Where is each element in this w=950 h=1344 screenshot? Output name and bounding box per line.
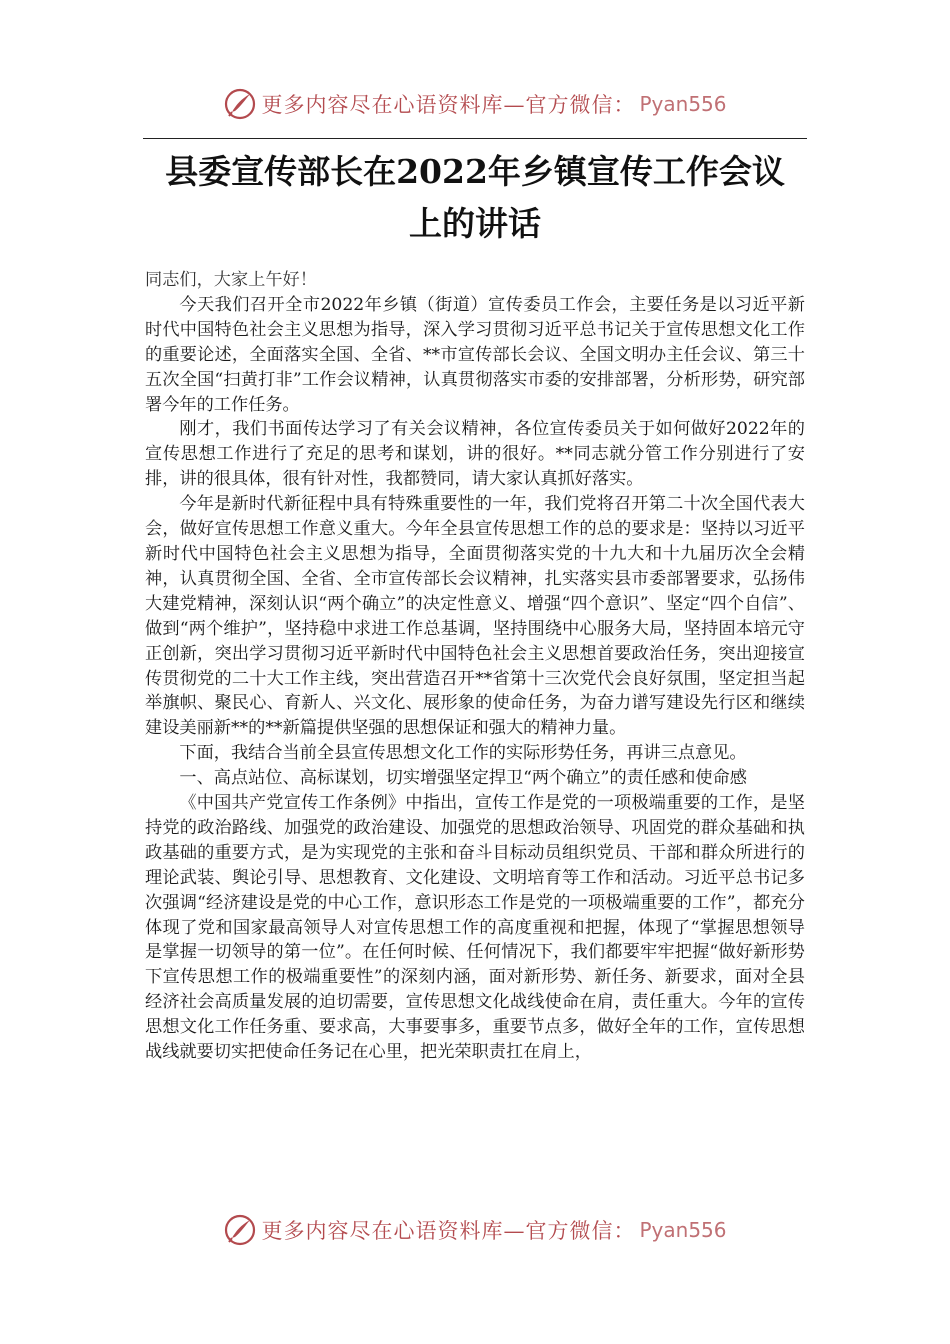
paragraph: 今天我们召开全市2022年乡镇（街道）宣传委员工作会，主要任务是以习近平新时代中国特色社会主义思想为指导，深入学习贯彻习近平总书记关于宣传思想文化工作的重要论述，全面落实全国、全省、**市宣传部长会议、全国文明办主任会议、第三十五次全国“扫黄打非”工作会议精神，认真贯彻落实市委的安排部署，分析形势，研究部署今年的工作任务。 <box>145 294 805 415</box>
paragraph: 下面，我结合当前全县宣传思想文化工作的实际形势任务，再讲三点意见。 <box>179 743 747 764</box>
paragraph: 《中国共产党宣传工作条例》中指出，宣传工作是党的一项极端重要的工作，是坚持党的政治路线、加强党的政治建设、加强党的思想政治领导、巩固党的群众基础和执政基础的重要方式，是为实现党的主张和奋斗目标动员组织党员、干部和群众所进行的理论武装、舆论引导、思想教育、文化建设、文明培育等工作和活动。习近平总书记多次强调“经济建设是党的中心工作，意识形态工作是党的一项极端重要的工作”，都充分体现了党和国家最高领导人对宣传思想工作的高度重视和把握，体现了“掌握思想领导是掌握一切领导的第一位”。在任何时候、任何情况下，我们都要牢牢把握“做好新形势下宣传思想工作的极端重要性”的深刻内涵，面对新形势、新任务、新要求，面对全县经济社会高质量发展的迫切需要，宣传思想文化战线使命在肩，责任重大。今年的宣传思想文化工作任务重、要求高，大事要事多，重要节点多，做好全年的工作，宣传思想战线就要切实把使命任务记在心里，把光荣职责扛在肩上， <box>145 793 805 1063</box>
header-watermark-banner <box>0 84 950 124</box>
quill-logo-icon <box>223 87 257 121</box>
document-title <box>143 146 807 250</box>
document-body <box>145 268 805 1065</box>
title-line-2: 上的讲话 <box>409 204 541 243</box>
paragraph: 刚才，我们书面传达学习了有关会议精神，各位宣传委员关于如何做好2022年的宣传思想工作进行了充足的思考和谋划，讲的很好。**同志就分管工作分别进行了安排，讲的很具体，很有针对性，我都赞同，请大家认真抓好落实。 <box>145 419 805 490</box>
wechat-id: Pyan556 <box>639 92 727 116</box>
banner-text: 更多内容尽在心语资料库—官方微信： <box>261 93 636 117</box>
title-divider <box>143 138 807 139</box>
section-heading: 一、高点站位、高标谋划，切实增强坚定捍卫“两个确立”的责任感和使命感 <box>179 768 747 789</box>
quill-logo-icon <box>223 1213 257 1247</box>
footer-watermark-banner <box>0 1210 950 1250</box>
title-line-1: 县委宣传部长在2022年乡镇宣传工作会议 <box>165 152 785 191</box>
paragraph: 今年是新时代新征程中具有特殊重要性的一年，我们党将召开第二十次全国代表大会，做好宣传思想工作意义重大。今年全县宣传思想工作的总的要求是：坚持以习近平新时代中国特色社会主义思想为指导，全面贯彻落实党的十九大和十九届历次全会精神，认真贯彻全国、全省、全市宣传部长会议精神，扎实落实县市委部署要求，弘扬伟大建党精神，深刻认识“两个确立”的决定性意义、增强“四个意识”、坚定“四个自信”、做到“两个维护”，坚持稳中求进工作总基调，坚持围绕中心服务大局，坚持固本培元守正创新，突出学习贯彻习近平新时代中国特色社会主义思想首要政治任务，突出迎接宣传贯彻党的二十大工作主线，突出营造召开**省第十三次党代会良好氛围，坚定担当起举旗帜、聚民心、育新人、兴文化、展形象的使命任务，为奋力谱写建设先行区和继续建设美丽新**的**新篇提供坚强的思想保证和强大的精神力量。 <box>145 494 805 739</box>
banner-text: 更多内容尽在心语资料库—官方微信： <box>261 1219 636 1243</box>
greeting: 同志们，大家上午好！ <box>145 270 317 290</box>
wechat-id: Pyan556 <box>639 1218 727 1242</box>
